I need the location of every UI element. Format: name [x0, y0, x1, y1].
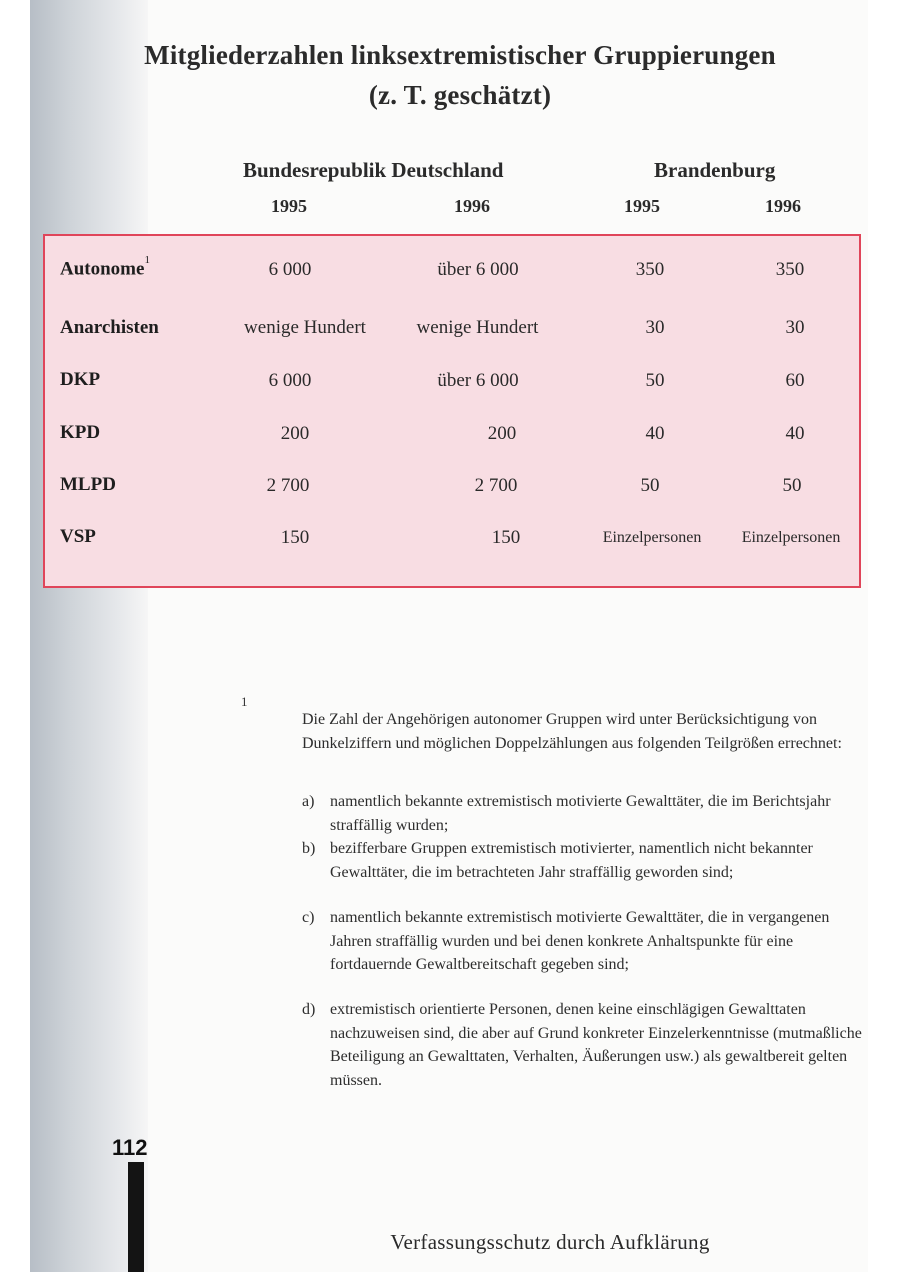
table-cell: über 6 000 [437, 370, 519, 391]
footnote-item-d [302, 998, 862, 1092]
year-header-bb-1996: 1996 [765, 196, 801, 216]
page-margin-left [0, 0, 30, 1272]
table-cell: 6 000 [268, 370, 312, 391]
table-cell: 50 [645, 370, 665, 391]
table-cell: 60 [785, 370, 805, 391]
footnote-intro: Die Zahl der Angehörigen autonomer Gruppen wird unter Berücksichtigung von Dunkelziffern und möglichen Doppelzählungen aus folgenden Teilgrößen errechnet: [302, 711, 842, 752]
table-cell: Einzelpersonen [602, 529, 702, 546]
footnote-item-text: bezifferbare Gruppen extremistisch motivierter, namentlich nicht bekannter Gewalttäter, die im betrachteten Jahr straffällig geworden sind; [330, 840, 813, 881]
table-cell: 40 [785, 423, 805, 444]
page-number-bar [128, 1162, 144, 1272]
table-cell: 50 [782, 475, 802, 496]
row-label-anarchisten: Anarchisten [60, 317, 159, 338]
side-band [30, 0, 148, 1272]
table-cell: 350 [635, 259, 665, 280]
footnote-ref: 1 [144, 254, 150, 266]
page-title: Mitgliederzahlen linksextremistischer Gruppierungen [144, 40, 776, 70]
table-cell: wenige Hundert [416, 317, 539, 338]
footnote-item-mark: d) [302, 1001, 316, 1018]
row-label-kpd: KPD [60, 422, 101, 443]
row-label-dkp: DKP [60, 369, 101, 390]
table-cell: 6 000 [268, 259, 312, 280]
table-cell: 2 700 [266, 475, 310, 496]
page-number: 112 [112, 1135, 148, 1160]
footnote-item-text: namentlich bekannte extremistisch motivierte Gewalttäter, die in vergangenen Jahren straffällig wurden und bei denen konkrete Anhaltspunkte für eine fortdauernde Gewaltbereitschaft gegeben sind; [330, 909, 830, 973]
table-cell: 200 [487, 423, 517, 444]
table-cell: 350 [775, 259, 805, 280]
table-cell: 50 [640, 475, 660, 496]
table-cell: wenige Hundert [244, 317, 366, 338]
table-cell: 40 [645, 423, 665, 444]
page-subtitle: (z. T. geschätzt) [368, 80, 552, 110]
page-margin-right [868, 0, 900, 1272]
footnote-item-a [302, 790, 862, 837]
table-cell: 2 700 [474, 475, 518, 496]
year-header-brd-1995: 1995 [271, 196, 307, 216]
row-label-autonome: Autonome$^1$ [60, 254, 150, 280]
footnote-item-mark: a) [302, 793, 315, 810]
running-footer: Verfassungsschutz durch Aufklärung [390, 1230, 710, 1254]
row-label-vsp: VSP [60, 526, 96, 547]
footnote-item-text: namentlich bekannte extremistisch motivierte Gewalttäter, die im Berichtsjahr straffällig wurden; [330, 793, 831, 834]
year-header-brd-1996: 1996 [454, 196, 490, 216]
footnote-item-b [302, 837, 862, 884]
table-cell: 150 [491, 527, 521, 548]
footnote-item-c [302, 906, 862, 977]
group-header-brd: Bundesrepublik Deutschland [243, 158, 504, 182]
table-cell: 30 [785, 317, 805, 338]
table-cell: 30 [645, 317, 665, 338]
footnote-item-mark: c) [302, 909, 315, 926]
footnote-item-mark: b) [302, 840, 316, 857]
table-cell: Einzelpersonen [741, 529, 841, 546]
footnote-marker: 1 [241, 694, 248, 709]
table-cell: 200 [280, 423, 310, 444]
table-cell: über 6 000 [437, 259, 519, 280]
year-header-bb-1995: 1995 [624, 196, 660, 216]
table-cell: 150 [280, 527, 310, 548]
row-label-mlpd: MLPD [60, 474, 116, 495]
group-header-brandenburg: Brandenburg [654, 158, 776, 182]
footnote-item-text: extremistisch orientierte Personen, denen keine einschlägigen Gewalttaten nachzuweisen sind, die aber auf Grund konkreter Einzelerkenntnisse (mutmaßliche Beteiligung an Gewalttaten, Verhalten, Äußerungen usw.) als gewaltbereit gelten müssen. [330, 1001, 862, 1089]
